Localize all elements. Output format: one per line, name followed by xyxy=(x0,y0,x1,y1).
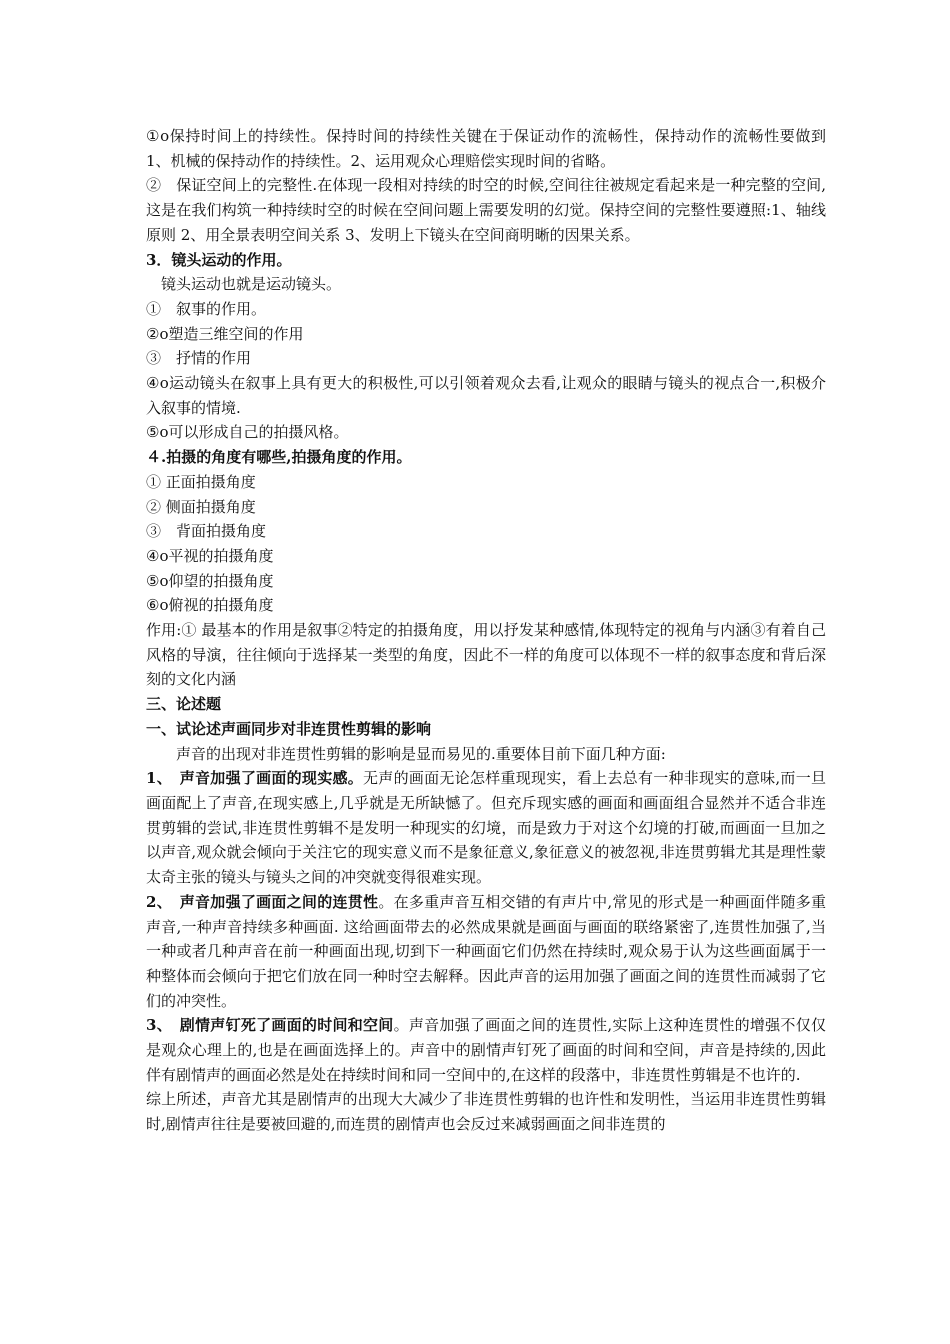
paragraph-space-completeness: ② 保证空间上的完整性.在体现一段相对持续的时空的时候,空间往往被规定看起来是一种完整的空间,这是在我们构筑一种持续时空的时候在空间问题上需要发明的幻觉。保持空间的完整性要遵照:1、轴线原则 2、用全景表明空间关系 3、发明上下镜头在空间商明晰的因果关系。 xyxy=(146,176,826,244)
heading-essay-questions: 三、论述题 xyxy=(146,695,222,714)
list-item-style: ⑤o可以形成自己的拍摄风格。 xyxy=(146,423,349,442)
paragraph-sound-intro: 声音的出现对非连贯性剪辑的影响是显而易见的.重要体目前下面几种方面: xyxy=(176,744,666,763)
list-item-3d-space: ②o塑造三维空间的作用 xyxy=(146,324,304,343)
heading-sound-sync: 一、试论述声画同步对非连贯性剪辑的影响 xyxy=(146,719,432,738)
paragraph-sound-continuity xyxy=(146,890,826,1014)
list-item-level-angle: ④o平视的拍摄角度 xyxy=(146,546,274,565)
paragraph-diegetic-sound xyxy=(146,1013,826,1087)
list-item-front-angle: ① 正面拍摄角度 xyxy=(146,472,256,491)
document-page xyxy=(146,124,826,1137)
list-item-high-angle: ⑥o俯视的拍摄角度 xyxy=(146,596,274,615)
paragraph-conclusion: 综上所述，声音尤其是剧情声的出现大大减少了非连贯性剪辑的也许性和发明性，当运用非连贯性剪辑时,剧情声往往是要被回避的,而连贯的剧情声也会反过来减弱画面之间非连贯的 xyxy=(146,1090,826,1134)
list-item-narrative: ① 叙事的作用。 xyxy=(146,299,267,318)
list-item-lyrical: ③ 抒情的作用 xyxy=(146,349,252,368)
list-item-active-narrative: ④o运动镜头在叙事上具有更大的积极性,可以引领着观众去看,让观众的眼睛与镜头的视点合一,积极介入叙事的情境. xyxy=(146,374,826,417)
heading-camera-movement: 3．镜头运动的作用。 xyxy=(146,250,292,269)
list-item-side-angle: ② 侧面拍摄角度 xyxy=(146,497,256,516)
paragraph-time-continuity: ①o保持时间上的持续性。保持时间的持续性关键在于保证动作的流畅性，保持动作的流畅性要做到 1、机械的保持动作的持续性。2、运用观众心理赔偿实现时间的省略。 xyxy=(146,127,826,170)
point-body: 无声的画面无论怎样重现现实，看上去总有一种非现实的意味,而一旦画面配上了声音,在现实感上,几乎就是无所缺憾了。但充斥现实感的画面和画面组合显然并不适合非连贯剪辑的尝试,非连贯性剪辑不是发明一种现实的幻境，而是致力于对这个幻境的打破,而画面一旦加之以声音,观众就会倾向于关注它的现实意义而不是象征意义,象征意义的被忽视,非连贯剪辑尤其是理性蒙太奇主张的镜头与镜头之间的冲突就变得很难实现。 xyxy=(146,769,826,887)
point-lead: 1、 声音加强了画面的现实感。 xyxy=(146,769,364,788)
point-body: 。声音加强了画面之间的连贯性,实际上这种连贯性的增强不仅仅是观众心理上的,也是在画面选择上的。声音中的剧情声钉死了画面的时间和空间，声音是持续的,因此伴有剧情声的画面必然是处在持续时间和同一空间中的,在这样的段落中，非连贯性剪辑是不也许的. xyxy=(146,1016,826,1084)
point-lead: 2、 声音加强了画面之间的连贯性 xyxy=(146,892,379,911)
point-body: 。在多重声音互相交错的有声片中,常见的形式是一种画面伴随多重声音,一种声音持续多种画面. 这给画面带去的必然成果就是画面与画面的联络紧密了,连贯性加强了,当一种或者几种声音在前一种画面出现,切到下一种画面它们仍然在持续时,观众易于认为这些画面属于一种整体而会倾向于把它们放在同一种时空去解释。因此声音的运用加强了画面之间的连贯性而减弱了它们的冲突性。 xyxy=(146,892,826,1010)
heading-shooting-angles: ４.拍摄的角度有哪些,拍摄角度的作用。 xyxy=(146,448,412,467)
point-lead: 3、 剧情声钉死了画面的时间和空间 xyxy=(146,1016,394,1035)
list-item-low-angle: ⑤o仰望的拍摄角度 xyxy=(146,571,274,590)
list-item-back-angle: ③ 背面拍摄角度 xyxy=(146,522,267,541)
paragraph-camera-movement-intro: 镜头运动也就是运动镜头。 xyxy=(161,275,342,294)
paragraph-sound-realism xyxy=(146,766,826,890)
paragraph-angle-function: 作用:① 最基本的作用是叙事②特定的拍摄角度，用以抒发某种感情,体现特定的视角与内涵③有着自己风格的导演，往往倾向于选择某一类型的角度，因此不一样的角度可以体现不一样的叙事态度和背后深刻的文化内涵 xyxy=(146,621,826,689)
